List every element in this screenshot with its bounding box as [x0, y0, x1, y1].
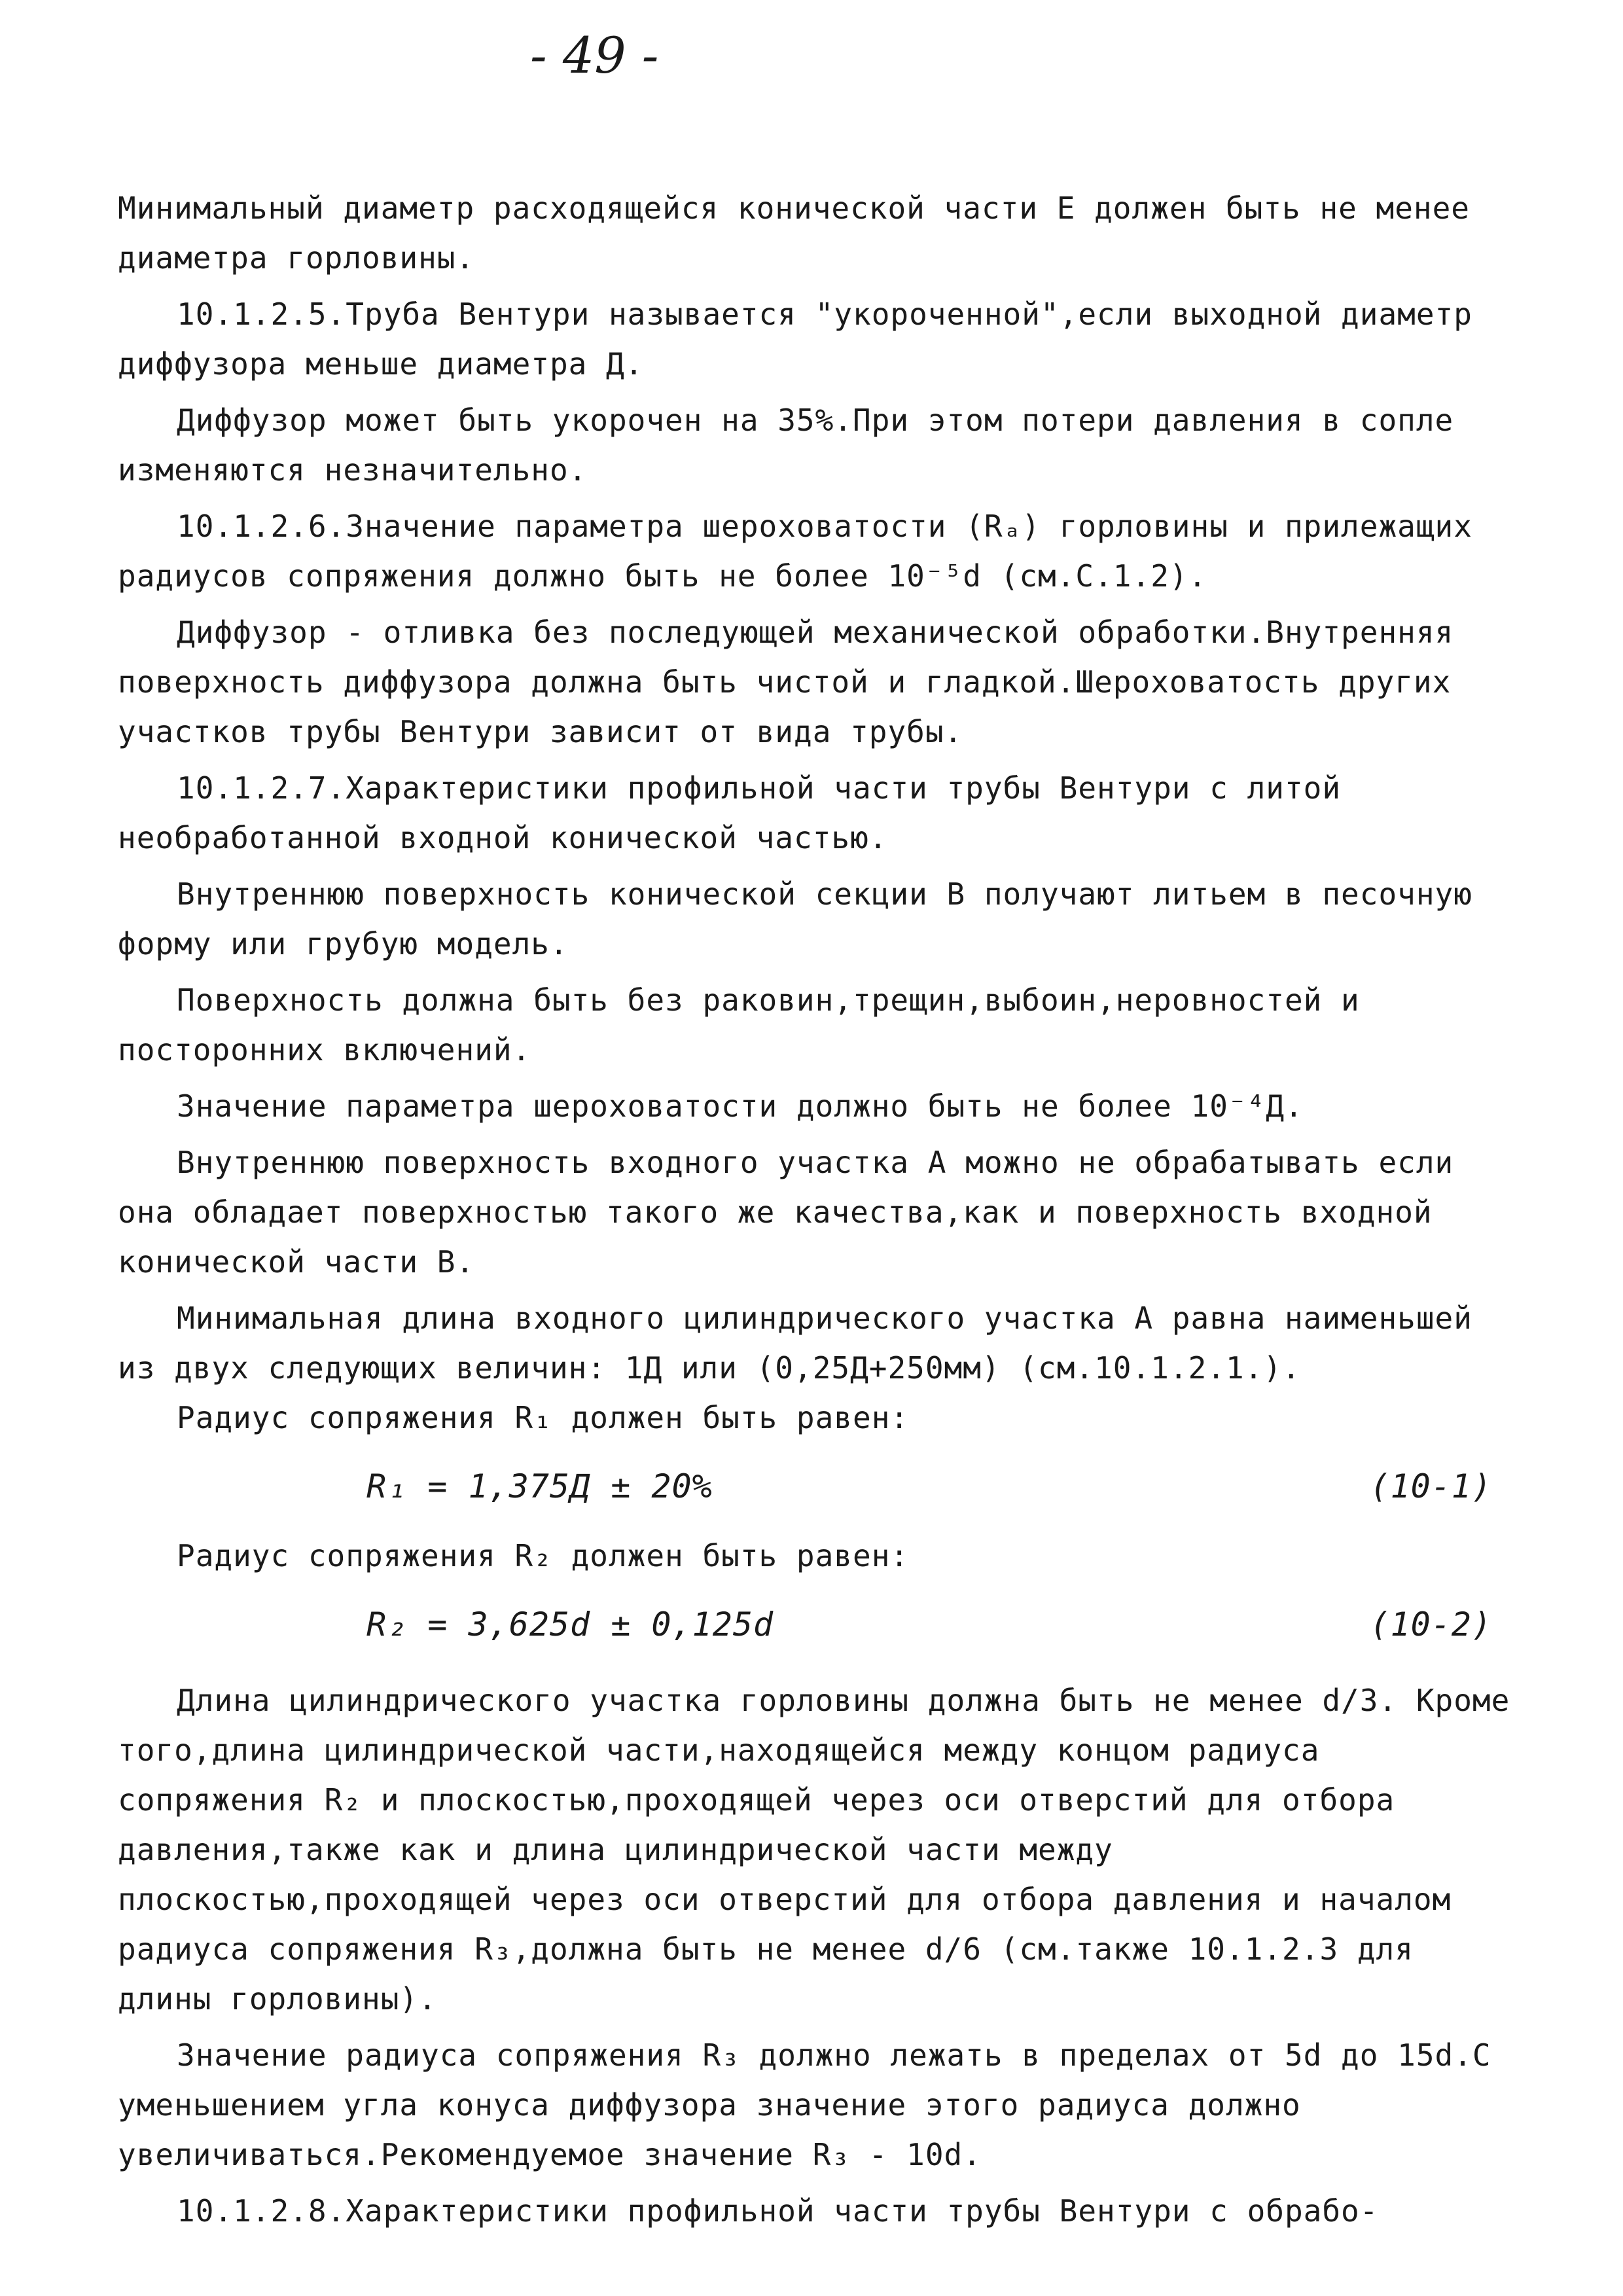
formula-expression: R₁ = 1,375Д ± 20% — [366, 1467, 713, 1505]
document-body — [118, 183, 1518, 2236]
paragraph: Внутреннюю поверхность входного участка А можно не обрабатывать если она обладает поверхностью такого же качества,как и поверхность входной конической части В. — [118, 1145, 1454, 1280]
paragraph: 10.1.2.6.Значение параметра шероховатости (Rₐ) горловины и прилежащих радиусов сопряжения должно быть не более 10⁻⁵d (см.С.1.2). — [118, 509, 1472, 594]
paragraph: Минимальный диаметр расходящейся конической части Е должен быть не менее диаметра горловины. — [118, 190, 1470, 276]
formula-r1 — [118, 1443, 1518, 1531]
paragraph: 10.1.2.8.Характеристики профильной части трубы Вентури с обрабо- — [177, 2193, 1379, 2229]
paragraph: Диффузор - отливка без последующей механической обработки.Внутренняя поверхность диффузора должна быть чистой и гладкой.Шероховатость других участков трубы Вентури зависит от вида трубы. — [118, 615, 1454, 749]
paragraph: 10.1.2.7.Характеристики профильной части трубы Вентури с литой необработанной входной конической частью. — [118, 770, 1342, 855]
paragraph: Радиус сопряжения R₂ должен быть равен: — [177, 1538, 910, 1573]
paragraph: Значение радиуса сопряжения R₃ должно лежать в пределах от 5d до 15d.С уменьшением угла конуса диффузора значение этого радиуса должно увеличиваться.Рекомендуемое значение R₃ - 10d. — [118, 2037, 1491, 2172]
formula-number: (10-2) — [1370, 1605, 1492, 1643]
page-number: - 49 - — [530, 26, 659, 84]
formula-number: (10-1) — [1370, 1467, 1492, 1505]
paragraph: Минимальная длина входного цилиндрического участка А равна наименьшей из двух следующих величин: 1Д или (0,25Д+250мм) (см.10.1.2.1.). — [118, 1300, 1472, 1386]
paragraph: 10.1.2.5.Труба Вентури называется "укороченной",если выходной диаметр диффузора меньше диаметра Д. — [118, 296, 1472, 382]
formula-expression: R₂ = 3,625d ± 0,125d — [366, 1605, 774, 1643]
paragraph: Значение параметра шероховатости должно быть не более 10⁻⁴Д. — [177, 1088, 1304, 1124]
paragraph: Длина цилиндрического участка горловины должна быть не менее d/3. Кроме того,длина цилиндрической части,находящейся между концом радиуса сопряжения R₂ и плоскостью,проходящей через оси отверстий для отбора давления,также как и длина цилиндрической части между плоскостью,проходящей через оси отверстий для отбора давления и началом радиуса сопряжения R₃,должна быть не менее d/6 (см.также 10.1.2.3 для длины горловины). — [118, 1683, 1510, 2017]
paragraph: Внутреннюю поверхность конической секции В получают литьем в песочную форму или грубую модель. — [118, 876, 1472, 961]
paragraph: Диффузор может быть укорочен на 35%.При этом потери давления в сопле изменяются незначительно. — [118, 403, 1454, 488]
paragraph: Поверхность должна быть без раковин,трещин,выбоин,неровностей и посторонних включений. — [118, 982, 1360, 1067]
paragraph: Радиус сопряжения R₁ должен быть равен: — [177, 1400, 910, 1435]
formula-r2 — [118, 1581, 1518, 1669]
